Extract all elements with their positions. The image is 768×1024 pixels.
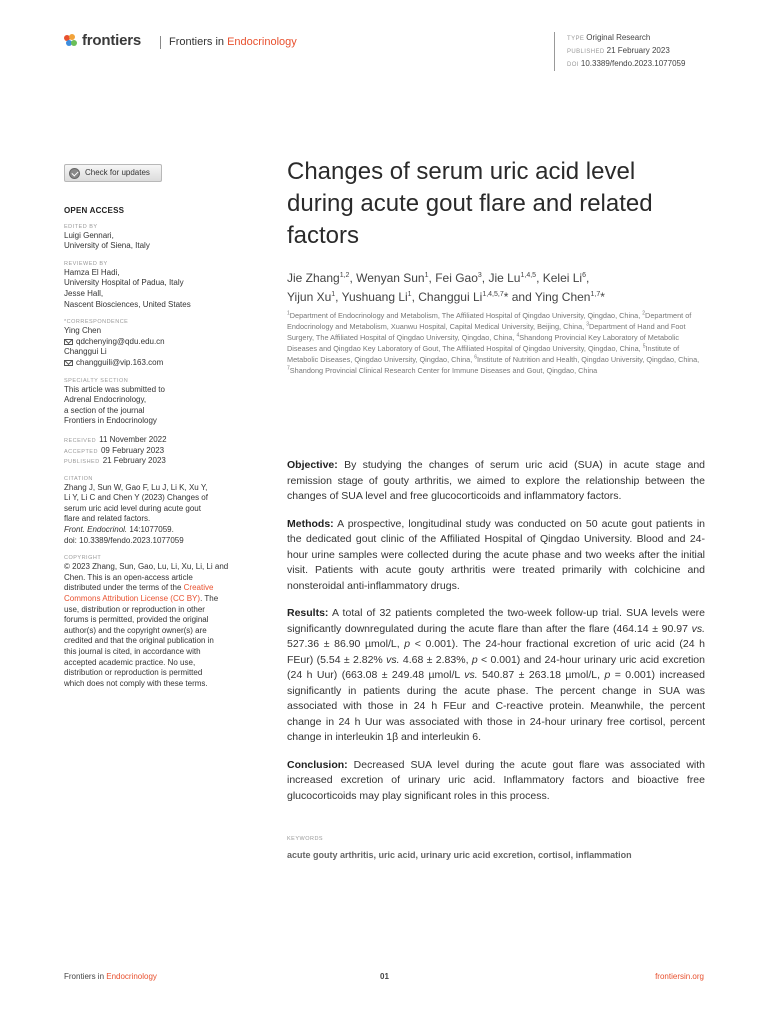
author[interactable]: Wenyan Sun$^1$, bbox=[356, 271, 436, 285]
author[interactable]: Ying Chen$^{1,7}$* bbox=[534, 290, 605, 304]
citation-section: CITATION Zhang J, Sun W, Gao F, Lu J, Li K, Xu Y, Li Y, Li C and Chen Y (2023) Changes of serum uric acid level during acute gout flare and related factors. Front. Endocrinol. 14:1077059. doi: 10.3389/fendo.2023.1077059 bbox=[64, 475, 244, 547]
open-access-label: OPEN ACCESS bbox=[64, 206, 125, 215]
check-icon bbox=[69, 168, 80, 179]
author[interactable]: Kelei Li$^6$, bbox=[542, 271, 590, 285]
correspondence-section: *CORRESPONDENCE Ying Chen qdchenying@qdu.edu.cn Changgui Li changguili@vip.163.com bbox=[64, 318, 244, 368]
cc-license-link[interactable]: Creative bbox=[183, 583, 214, 593]
published-date-sidebar: 21 February 2023 bbox=[102, 456, 166, 466]
keywords-label: KEYWORDS bbox=[287, 836, 324, 842]
abstract-conclusion: Conclusion: Decreased SUA level during the acute gout flare was associated with increased excretion of urinary uric acid. Inflammatory factors and bioactive free glucocorticoids may play significant roles in this process. bbox=[287, 758, 705, 802]
received-date: 11 November 2022 bbox=[99, 434, 167, 444]
published-date: 21 February 2023 bbox=[606, 46, 670, 55]
citation-doi[interactable]: doi: 10.3389/fendo.2023.1077059 bbox=[64, 535, 184, 545]
author[interactable]: Jie Lu$^{1,4,5}$, bbox=[488, 271, 543, 285]
footer-journal[interactable]: Frontiers in Endocrinology bbox=[64, 972, 157, 981]
keywords: acute gouty arthritis, uric acid, urinary uric acid excretion, cortisol, inflammation bbox=[287, 850, 632, 860]
frontiers-logo-icon bbox=[64, 34, 78, 48]
edited-by-section: EDITED BY Luigi Gennari, University of Siena, Italy bbox=[64, 223, 150, 251]
author[interactable]: Yijun Xu$^1$, bbox=[287, 290, 342, 304]
sidebar bbox=[64, 164, 244, 697]
author[interactable]: Changgui Li$^{1,4,5,7}$* and bbox=[418, 290, 535, 304]
check-for-updates-button[interactable]: Check for updates bbox=[64, 164, 162, 182]
footer-site-link[interactable]: frontiersin.org bbox=[655, 972, 704, 981]
abstract-objective: Objective: By studying the changes of serum uric acid (SUA) in acute stage and remission stage of gouty arthritis, we aimed to explore the relationship between the changes of SUA level and free glucocorticoids and inflammatory factors. bbox=[287, 459, 705, 502]
frontiers-logo[interactable] bbox=[64, 32, 141, 49]
affiliations: $^1$Department of Endocrinology and Metabolism, The Affiliated Hospital of Qingdao University, Qingdao, China, $^2$Department of Endocrinology and Metabolism, Xuanwu Hospital, Capital Medical University, Beijing, China, $^3$Department of Hand and Foot Surgery, The Affiliated Hospital of Qingdao University, Qingdao, China, $^4$Shandong Provincial Key Laboratory of Metabolic Diseases and Qingdao Key Laboratory of Gout, The Affiliated Hospital of Qingdao University, Qingdao, China, $^5$Institute of Metabolic Diseases, Qingdao University, Qingdao, China, $^6$Institute of Nutrition and Health, Qingdao University, Qingdao, China, $^7$Shandong Provincial Clinical Research Center for Immune Diseases and Gout, Qingdao, China bbox=[287, 310, 700, 376]
envelope-icon bbox=[64, 360, 73, 366]
dates-section: RECEIVED 11 November 2022 ACCEPTED 09 February 2023 PUBLISHED 21 February 2023 bbox=[64, 434, 167, 466]
envelope-icon bbox=[64, 339, 73, 345]
author-list bbox=[287, 269, 707, 307]
logo-text: frontiers bbox=[82, 32, 142, 49]
page-number: 01 bbox=[380, 972, 389, 981]
author[interactable]: Yushuang Li$^1$, bbox=[341, 290, 419, 304]
specialty-section: SPECIALTY SECTION This article was submitted to Adrenal Endocrinology, a section of the journal Frontiers in Endocrinology bbox=[64, 377, 165, 426]
journal-name-header[interactable]: Frontiers in Endocrinology bbox=[160, 36, 297, 49]
reviewed-by-section: REVIEWED BY Hamza El Hadi, University Hospital of Padua, Italy Jesse Hall, Nascent Biosciences, United States bbox=[64, 260, 191, 309]
article-title: Changes of serum uric acid level during acute gout flare and related factors bbox=[287, 158, 653, 249]
author[interactable]: Jie Zhang$^{1,2}$, bbox=[287, 271, 357, 285]
doi-link[interactable]: 10.3389/fendo.2023.1077059 bbox=[580, 59, 686, 68]
page-header bbox=[64, 32, 704, 72]
accepted-date: 09 February 2023 bbox=[100, 445, 165, 455]
cc-license-link-cont[interactable]: Commons Attribution License (CC BY) bbox=[64, 594, 201, 604]
article-type: Original Research bbox=[586, 33, 651, 42]
copyright-section: COPYRIGHT © 2023 Zhang, Sun, Gao, Lu, Li, Xu, Li, Li and Chen. This is an open-access article distributed under the terms of the Creative Commons Attribution License (CC BY). The use, distribution or reproduction in other forums is permitted, provided the original author(s) and the copyright owner(s) are credited and that the original publication in this journal is cited, in accordance with accepted academic practice. No use, distribution or reproduction is permitted which does not comply with these terms. bbox=[64, 555, 229, 688]
abstract-methods: Methods: A prospective, longitudinal study was conducted on 50 acute gout patients in the dedicated gout clinic of the Affiliated Hospital of Qingdao University. Blood and 24-hour urine samples were collected during the acute phase and two weeks after the initial visit. Patients with acute gouty arthritis were treated primarily with colchicine and nonsteroidal anti-inflammatory drugs. bbox=[287, 517, 705, 592]
abstract bbox=[287, 458, 705, 816]
email-link-chen[interactable]: qdchenying@qdu.edu.cn bbox=[64, 337, 244, 348]
email-link-li[interactable]: changguili@vip.163.com bbox=[64, 358, 244, 369]
abstract-results: Results: A total of 32 patients completed the two-week follow-up trial. SUA levels were significantly downregulated during the acute flare than after the flare (464.14 ± 90.97 vs. 527.36 ± 86.90 µmol/L, p < 0.001). The 24-hour fractional excretion of uric acid (24 h FEur) (5.54 ± 2.82% vs. 4.68 ± 2.83%, p < 0.001) and 24-hour urinary uric acid excretion (24 h Uur) (663.08 ± 249.48 µmol/L vs. 540.87 ± 263.18 µmol/L, p = 0.001) increased significantly in patients during the acute phase. The percent change in SUA was associated with those in 24 h FEur and C-reactive protein. Meanwhile, the percent change in 24 h Uur was associated with those in 24-hour urinary free cortisol, percent change in interleukin 1β and interleukin 6. bbox=[287, 607, 706, 743]
author[interactable]: Fei Gao$^3$, bbox=[435, 271, 489, 285]
article-meta: TYPE Original Research PUBLISHED 21 February 2023 DOI 10.3389/fendo.2023.1077059 bbox=[554, 32, 685, 71]
